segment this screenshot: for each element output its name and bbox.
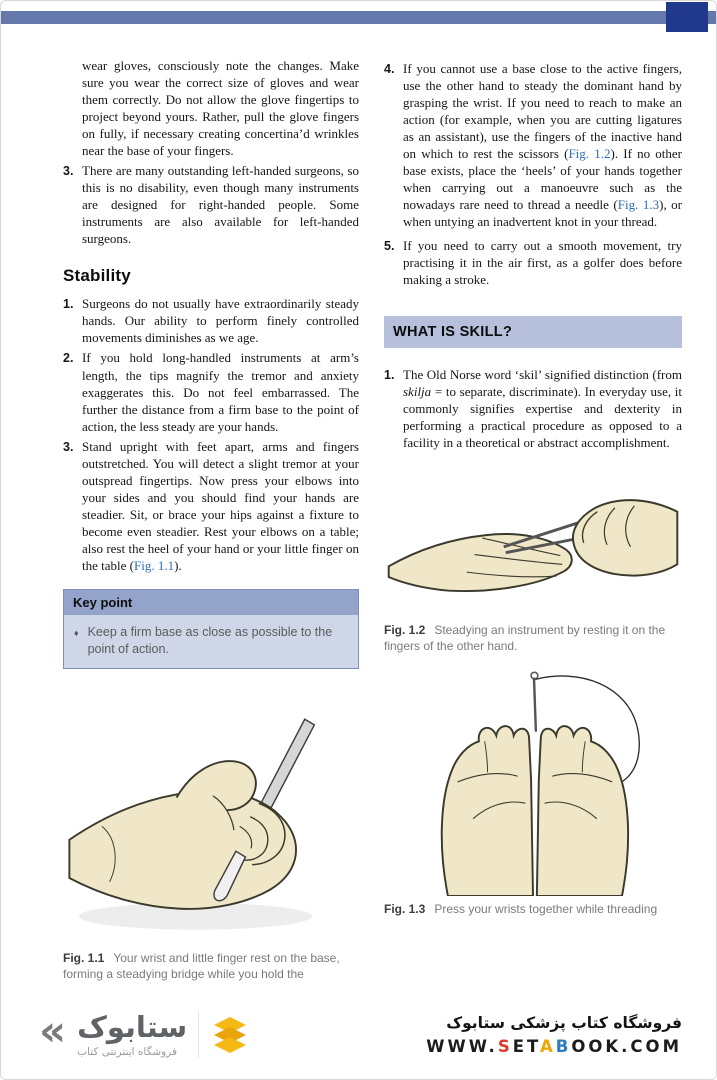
stability-item-1 <box>63 295 359 346</box>
list-number: 4. <box>384 62 395 76</box>
left-column <box>63 57 359 999</box>
list-text: If you hold long-handled instruments at arm’s length, the tips magnify the tremor and anxiety exaggerates this. Do not feel embarrassed. The further the distance from a firm base to the point of action, the less steady are your hands. <box>82 350 359 434</box>
header-bar <box>1 11 716 24</box>
skill-text-b: = to separate, discriminate). In everyday use, it commonly signifies expertise and dexterity in performing a practical procedure as opposed to a facility in a theoretical or abstract accomplishment. <box>403 384 682 451</box>
skilja-italic: skilja <box>403 384 432 400</box>
keypoint-text: Keep a firm base as close as possible to the point of action. <box>87 624 333 656</box>
logo-divider <box>198 1012 199 1058</box>
fig-1-2-caption-text: Steadying an instrument by resting it on the fingers of the other hand. <box>384 623 666 653</box>
fig-1-1-label: Fig. 1.1 <box>63 951 105 966</box>
list-text: Surgeons do not usually have extraordinarily steady hands. Our ability to perform finely controlled movements diminishes as we age. <box>82 296 359 346</box>
footer-text-block <box>426 1014 682 1056</box>
fig-1-1-caption-text: Your wrist and little finger rest on the base, forming a steadying bridge while you hold the <box>63 951 340 982</box>
right-column <box>384 57 682 999</box>
item4-text-c: ), or when untying an inadvertent knot in your thread. <box>403 197 682 230</box>
fig-1-3-label: Fig. 1.3 <box>384 902 426 917</box>
list-text-pre: Stand upright with feet apart, arms and fingers outstretched. You will detect a slight tremor at your outspread fingertips. Now press your elbows into your sides and you should find your hands are steadier. Sit, or brace your hips against a fixture to become even steadier. Rest your elbows on a table; also rest the heel of your hand or your little finger on the table ( <box>82 438 359 573</box>
logo-subtitle: فروشگاه اینترنتی کتاب <box>77 1045 178 1058</box>
fig-1-3-illustration-threading-needle <box>384 664 682 896</box>
skill-item-1 <box>384 366 682 451</box>
fig-1-1-caption <box>63 951 359 982</box>
figure-1-2 <box>384 461 682 654</box>
list-text: There are many outstanding left-handed surgeons, so this is no disability, even though many instruments are designed for right-handed people. Some instruments are also available for left-handed surgeons. <box>82 163 359 247</box>
list-number: 5. <box>384 239 395 254</box>
figure-1-1 <box>63 679 359 982</box>
footer <box>1 999 716 1079</box>
stability-item-2 <box>63 349 359 434</box>
list-text <box>403 366 682 451</box>
what-is-skill-heading: WHAT IS SKILL? <box>384 316 682 348</box>
url-part: S <box>497 1037 513 1056</box>
list-number: 3. <box>63 439 74 454</box>
setabook-logo <box>39 1006 250 1058</box>
bullet-icon: ♦ <box>74 627 79 638</box>
store-name-text: فروشگاه کتاب پزشکی ستابوک <box>446 1014 682 1032</box>
list-item-4 <box>384 60 682 230</box>
fig-1-2-label: Fig. 1.2 <box>384 623 426 638</box>
setabook-logotype: ستابوک <box>77 1010 188 1045</box>
list-number: 3. <box>63 164 74 179</box>
figure-1-3 <box>384 664 682 918</box>
fig-1-3-caption <box>384 902 682 918</box>
list-text <box>82 438 359 574</box>
list-text <box>403 60 682 230</box>
keypoint-box <box>63 589 359 670</box>
fig-1-1-reference-link[interactable]: Fig. 1.1 <box>133 557 175 573</box>
setabook-diamond-icon <box>210 1014 250 1056</box>
header-corner-block <box>666 2 708 32</box>
page-content <box>63 57 682 999</box>
url-part: A <box>539 1037 556 1056</box>
fig-1-2-reference-link[interactable]: Fig. 1.2 <box>568 146 611 162</box>
fig-1-1-illustration-hand-with-scalpel <box>63 679 359 945</box>
url-part: ET <box>512 1037 540 1056</box>
double-chevron-icon: « <box>39 1006 67 1056</box>
list-number: 1. <box>384 368 395 383</box>
paragraph-continuation: wear gloves, consciously note the changes. Make sure you wear the correct size of gloves and wear them correctly. Do not allow the glove fingertips to project beyond yours. Rather, pull the glove fingers on fully, if necessary creating concertina’d wrinkles near the base of your fingers. <box>82 58 359 159</box>
logotype-block <box>77 1012 187 1057</box>
keypoint-title: Key point <box>64 590 358 615</box>
list-number: 2. <box>63 351 74 366</box>
list-item-3 <box>63 162 359 247</box>
list-item-5 <box>384 237 682 288</box>
url-part: B <box>555 1037 572 1056</box>
website-url[interactable] <box>426 1037 682 1056</box>
list-text-post: ). <box>174 557 182 573</box>
fig-1-3-reference-link[interactable]: Fig. 1.3 <box>617 197 660 213</box>
item4-text-b: ). If no other base exists, place the ‘heels’ of your hands together when carrying out a manoeuvre such as the nowadays rare need to thread a needle ( <box>403 146 682 213</box>
url-part: OOK.COM <box>571 1037 682 1056</box>
fig-1-3-caption-text: Press your wrists together while threading <box>434 902 658 917</box>
fig-1-2-illustration-instrument-on-fingers <box>384 461 682 617</box>
stability-heading: Stability <box>63 266 131 286</box>
item4-text-a: If you cannot use a base close to the active fingers, use the other hand to steady the dominant hand by grasping the wrist. If you need to reach to make an action (for example, when you are cutting ligatures as an assistant), use the fingers of the inactive hand on which to rest the scissors ( <box>403 61 682 162</box>
url-part: WWW. <box>426 1037 498 1056</box>
stability-item-3 <box>63 438 359 574</box>
keypoint-body <box>64 615 358 669</box>
list-text: If you need to carry out a smooth movement, try practising it in the air first, as a golfer does before making a stroke. <box>403 238 682 288</box>
list-number: 1. <box>63 297 74 312</box>
fig-1-2-caption <box>384 623 682 654</box>
skill-text-a: The Old Norse word ‘skil’ signified distinction (from <box>403 367 682 383</box>
